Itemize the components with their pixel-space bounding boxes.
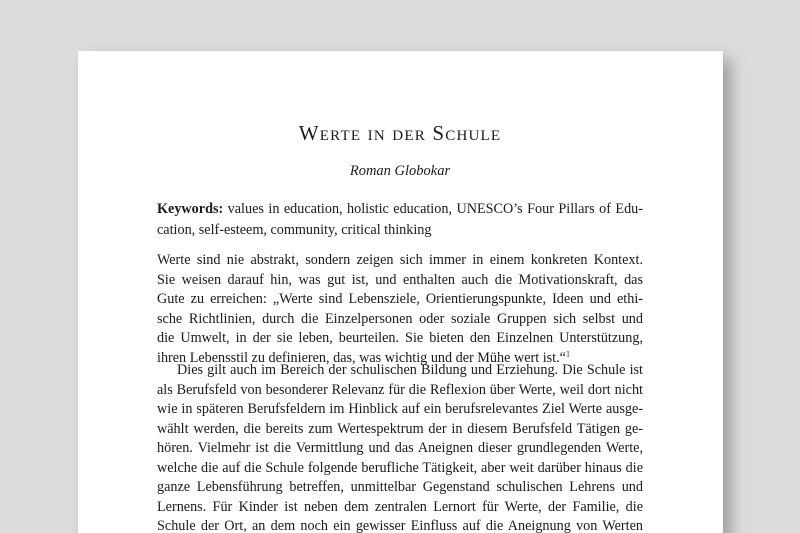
paragraph-2-line-4: wählt werden, die bereits zum Wertespektrum der in diesem Berufsfeld Tätigen ge- [157, 420, 643, 437]
paragraph-1-line-4: sche Richtlinien, durch die Einzelpersonen oder soziale Gruppen sich selbst und [157, 310, 643, 327]
keywords-block [157, 199, 643, 241]
paragraph-2-line-5: hören. Vielmehr ist die Vermittlung und das Aneignen dieser grundlegenden Werte, [157, 440, 643, 456]
paragraph-2-line-8: Lernens. Für Kinder ist neben dem zentralen Lernort für Werte, der Familie, die [157, 498, 643, 515]
paragraph-2-line-1: Dies gilt auch im Bereich der schulischen Bildung und Erziehung. Die Schule ist [177, 362, 643, 378]
article-author: Roman Globokar [349, 163, 451, 179]
paragraph-2 [157, 361, 643, 533]
paragraph-1-line-2: Sie weisen darauf hin, was gut ist, und enthalten auch die Motivationskraft, das [157, 271, 643, 288]
keywords-text-1: values in education, holistic education, UNESCO’s Four Pillars of Edu- [223, 201, 643, 217]
paragraph-2-line-7: ganze Lebensführung betreffen, unmittelbar Gegenstand schulischen Lehrens und [157, 479, 643, 495]
paragraph-1-line-3: Gute zu erreichen: „Werte sind Lebensziele, Orientierungspunkte, Ideen und ethi- [157, 291, 643, 307]
paragraph-2-line-2: als Berufsfeld von besonderer Relevanz für die Reflexion über Werte, weil dort nicht [157, 381, 643, 398]
paragraph-2-line-3: wie in späteren Berufsfeldern im Hinblick auf ein berufsrelevantes Ziel Werte ausge- [157, 401, 643, 417]
paragraph-2-line-6: welche die auf die Schule folgende berufliche Tätigkeit, aber weit darüber hinaus die [157, 459, 643, 476]
article-title: Werte in der Schule [298, 121, 502, 145]
paragraph-1-line-1: Werte sind nie abstrakt, sondern zeigen sich immer in einem konkreten Kontext. [157, 252, 643, 268]
paragraph-1-line-6-text: ihren Lebensstil zu definieren, das, was wichtig und der Mühe wert ist.“ [157, 349, 566, 366]
paragraph-1 [157, 251, 643, 368]
paragraph-1-line-5: die Umwelt, in der sie leben, beurteilen. Sie bieten den Einzelnen Unterstützung, [157, 330, 643, 346]
keywords-label: Keywords: [157, 201, 224, 217]
keywords-line-1 [157, 199, 643, 220]
footnote-marker[interactable]: 1 [565, 348, 570, 358]
paragraph-2-line-9: Schule der Ort, an dem noch ein gewisser Einfluss auf die Aneignung von Werten [157, 518, 643, 533]
document-page [78, 51, 723, 533]
keywords-line-2: cation, self-esteem, community, critical thinking [157, 222, 432, 238]
